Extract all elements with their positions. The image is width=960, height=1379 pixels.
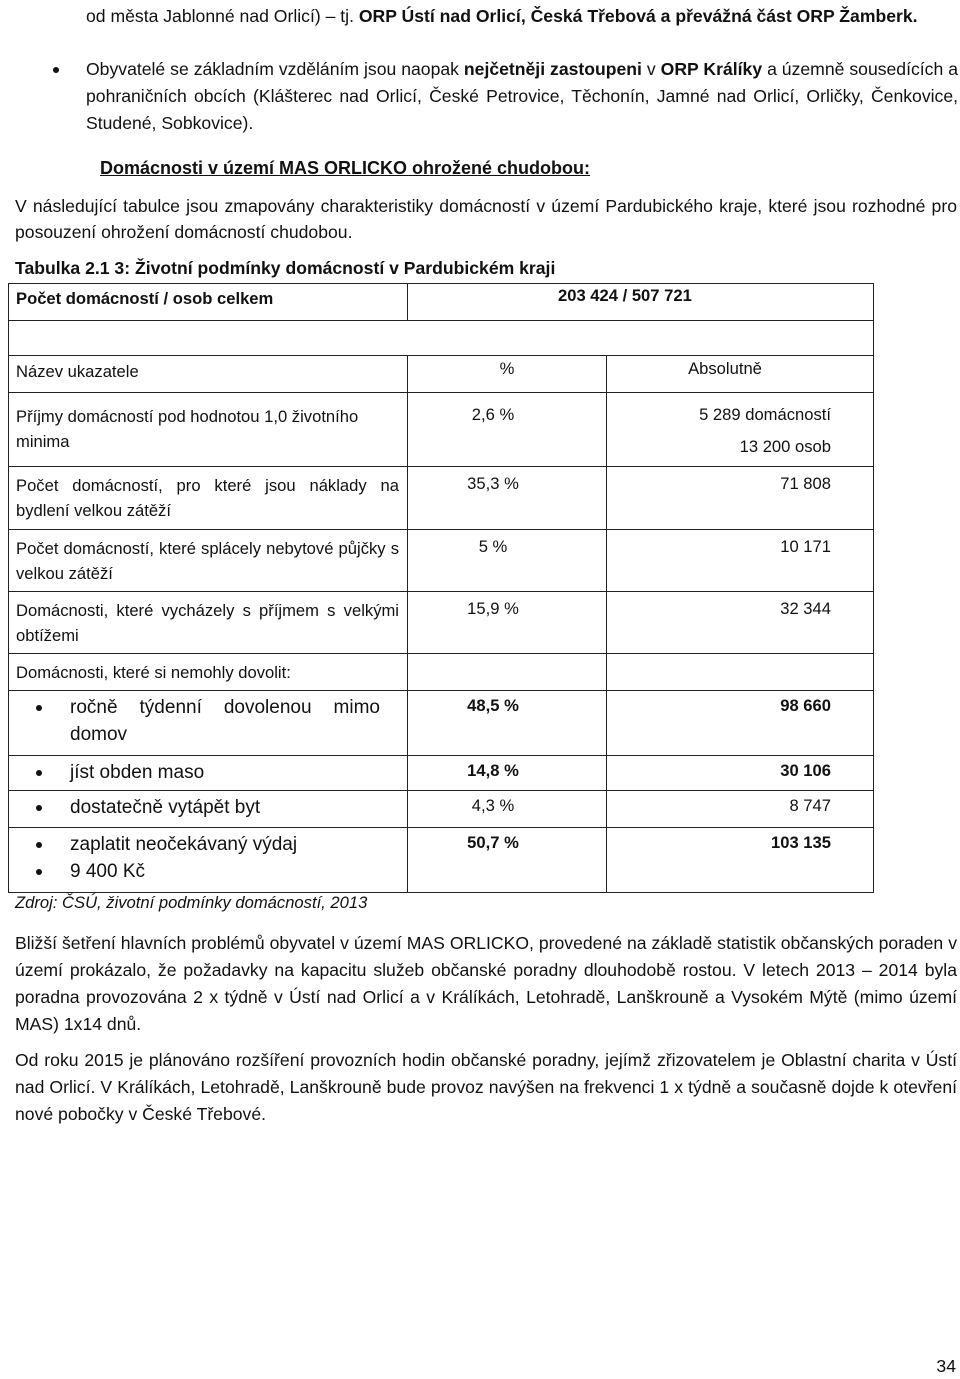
bullet-text-2: v — [641, 59, 661, 79]
table-row-total — [9, 284, 874, 321]
row-label: Domácnosti, které vycházely s příjmem s velkými obtížemi — [16, 601, 399, 645]
intro-paragraph: V následující tabulce jsou zmapovány charakteristiky domácností v území Pardubického kraje, které jsou rozhodné pro posouzení ohrožení domácností chudobou. — [15, 196, 957, 242]
page-number: 34 — [936, 1356, 956, 1376]
row-abs: 5 289 domácností — [699, 405, 831, 424]
row-label-cell — [9, 592, 408, 654]
subrow-pct-cell — [408, 691, 607, 756]
bullet-icon — [36, 869, 42, 875]
subrow-label-cell — [9, 756, 408, 791]
row-abs-cell — [607, 393, 874, 467]
subrow-abs: 8 747 — [789, 796, 831, 815]
continued-text — [86, 3, 958, 29]
table-caption: Tabulka 2.1 3: Životní podmínky domácností v Pardubickém kraji — [15, 258, 556, 278]
header-cell-name — [9, 356, 408, 393]
subrow-label-2: 9 400 Kč — [70, 861, 145, 882]
row-abs-cell — [607, 592, 874, 654]
table-subrow — [9, 791, 874, 828]
row-pct-cell — [408, 393, 607, 467]
bullet-bold-1: nejčetněji zastoupeni — [463, 59, 642, 79]
paragraph-counseling: Bližší šetření hlavních problémů obyvatel v území MAS ORLICKO, provedené na základě statistik občanských poraden v území prokázalo, že požadavky na kapacitu služeb občanské poradny dlouhodobě rostou. V letech 2013 – 2014 byla poradna provozována 2 x týdně v Ústí nad Orlicí a v Králíkách, Letohradě, Lanškrouně a Vysokém Mýtě (mimo území MAS) 1x14 dnů. — [15, 933, 957, 1034]
subrow-abs-cell — [607, 756, 874, 791]
table-source: Zdroj: ČSÚ, životní podmínky domácností, 2013 — [15, 893, 368, 912]
table-row — [9, 592, 874, 654]
subrow-pct-cell — [408, 756, 607, 791]
subgroup-empty-abs — [607, 654, 874, 691]
row-pct-cell — [408, 530, 607, 592]
subrow-label: zaplatit neočekávaný výdaj — [70, 834, 298, 855]
row-label: Příjmy domácností pod hodnotou 1,0 životního minima — [16, 407, 359, 451]
subrow-abs: 103 135 — [771, 833, 831, 852]
row-label-cell — [9, 530, 408, 592]
subrow-pct: 14,8 % — [467, 761, 519, 780]
row-label-cell — [9, 467, 408, 530]
subrow-abs-cell — [607, 828, 874, 893]
total-value-cell — [408, 284, 874, 321]
subrow-abs-cell — [607, 791, 874, 828]
total-label: Počet domácností / osob celkem — [16, 289, 274, 308]
spacer-cell — [9, 321, 874, 356]
table-header-row — [9, 356, 874, 393]
row-pct-cell — [408, 592, 607, 654]
subgroup-label: Domácnosti, které si nemohly dovolit: — [16, 663, 291, 682]
table-subgroup-row — [9, 654, 874, 691]
subrow-label-cell — [9, 828, 408, 893]
bullet-text-1: Obyvatelé se základním vzděláním jsou naopak — [86, 59, 464, 79]
subrow-label-cell — [9, 691, 408, 756]
section-heading: Domácnosti v území MAS ORLICKO ohrožené chudobou: — [100, 158, 591, 178]
row-abs-cell — [607, 530, 874, 592]
total-value: 203 424 / 507 721 — [558, 286, 692, 305]
subrow-pct: 50,7 % — [467, 833, 519, 852]
subrow-pct-cell — [408, 828, 607, 893]
row-pct: 5 % — [478, 537, 508, 556]
row-label: Počet domácností, které splácely nebytové půjčky s velkou zátěží — [16, 539, 399, 583]
bullet-icon — [36, 842, 42, 848]
bullet-bold-2: ORP Králíky — [660, 59, 763, 79]
table-subrow — [9, 691, 874, 756]
subrow-label: jíst obden maso — [70, 762, 205, 783]
table-row-spacer — [9, 321, 874, 356]
continued-text-bold: ORP Ústí nad Orlicí, Česká Třebová a převážná část ORP Žamberk. — [358, 6, 918, 26]
header-cell-pct — [408, 356, 607, 393]
row-abs-cell — [607, 467, 874, 530]
subrow-label: ročně týdenní dovolenou mimo domov — [70, 697, 380, 745]
subrow-pct-cell — [408, 791, 607, 828]
subrow-abs: 30 106 — [780, 761, 831, 780]
bullet-text-3: a územně sousedících a pohraničních obcích (Klášterec nad Orlicí, České Petrovice, Těchonín, Jamné nad Orlicí, Orličky, Čenkovice, Studené, Sobkovice). — [86, 59, 958, 133]
table-row — [9, 393, 874, 467]
row-abs-2: 13 200 osob — [739, 437, 831, 456]
living-conditions-table — [8, 283, 874, 893]
header-name: Název ukazatele — [16, 362, 139, 381]
row-pct: 35,3 % — [467, 474, 519, 493]
header-cell-abs — [607, 356, 874, 393]
bullet-paragraph — [86, 56, 958, 137]
table-subrow — [9, 828, 874, 893]
subgroup-label-cell — [9, 654, 408, 691]
paragraph-plans: Od roku 2015 je plánováno rozšíření provozních hodin občanské poradny, jejímž zřizovatelem je Oblastní charita v Ústí nad Orlicí. V Králíkách, Letohradě, Lanškrouně bude provoz navýšen na frekvenci 1 x týdně a současně dojde k otevření nové pobočky v České Třebové. — [15, 1050, 957, 1124]
subgroup-empty-pct — [408, 654, 607, 691]
row-pct: 2,6 % — [471, 405, 515, 424]
subrow-abs: 98 660 — [780, 696, 831, 715]
table-subrow — [9, 756, 874, 791]
continued-text-plain: od města Jablonné nad Orlicí) – tj. — [86, 6, 359, 26]
bullet-icon — [36, 705, 42, 711]
row-abs: 10 171 — [780, 537, 831, 556]
header-abs: Absolutně — [688, 359, 762, 378]
row-label: Počet domácností, pro které jsou náklady na bydlení velkou zátěží — [16, 476, 399, 520]
row-abs: 71 808 — [780, 474, 831, 493]
row-pct: 15,9 % — [467, 599, 519, 618]
bullet-icon — [36, 805, 42, 811]
subrow-abs-cell — [607, 691, 874, 756]
subrow-label-cell — [9, 791, 408, 828]
row-abs: 32 344 — [780, 599, 831, 618]
bullet-icon — [36, 770, 42, 776]
table-row — [9, 467, 874, 530]
subrow-pct: 48,5 % — [467, 696, 519, 715]
subrow-pct: 4,3 % — [471, 796, 515, 815]
total-label-cell — [9, 284, 408, 321]
bullet-icon — [53, 67, 59, 73]
subrow-label: dostatečně vytápět byt — [70, 797, 261, 818]
table-row — [9, 530, 874, 592]
row-pct-cell — [408, 467, 607, 530]
row-label-cell — [9, 393, 408, 467]
header-pct: % — [499, 359, 515, 378]
